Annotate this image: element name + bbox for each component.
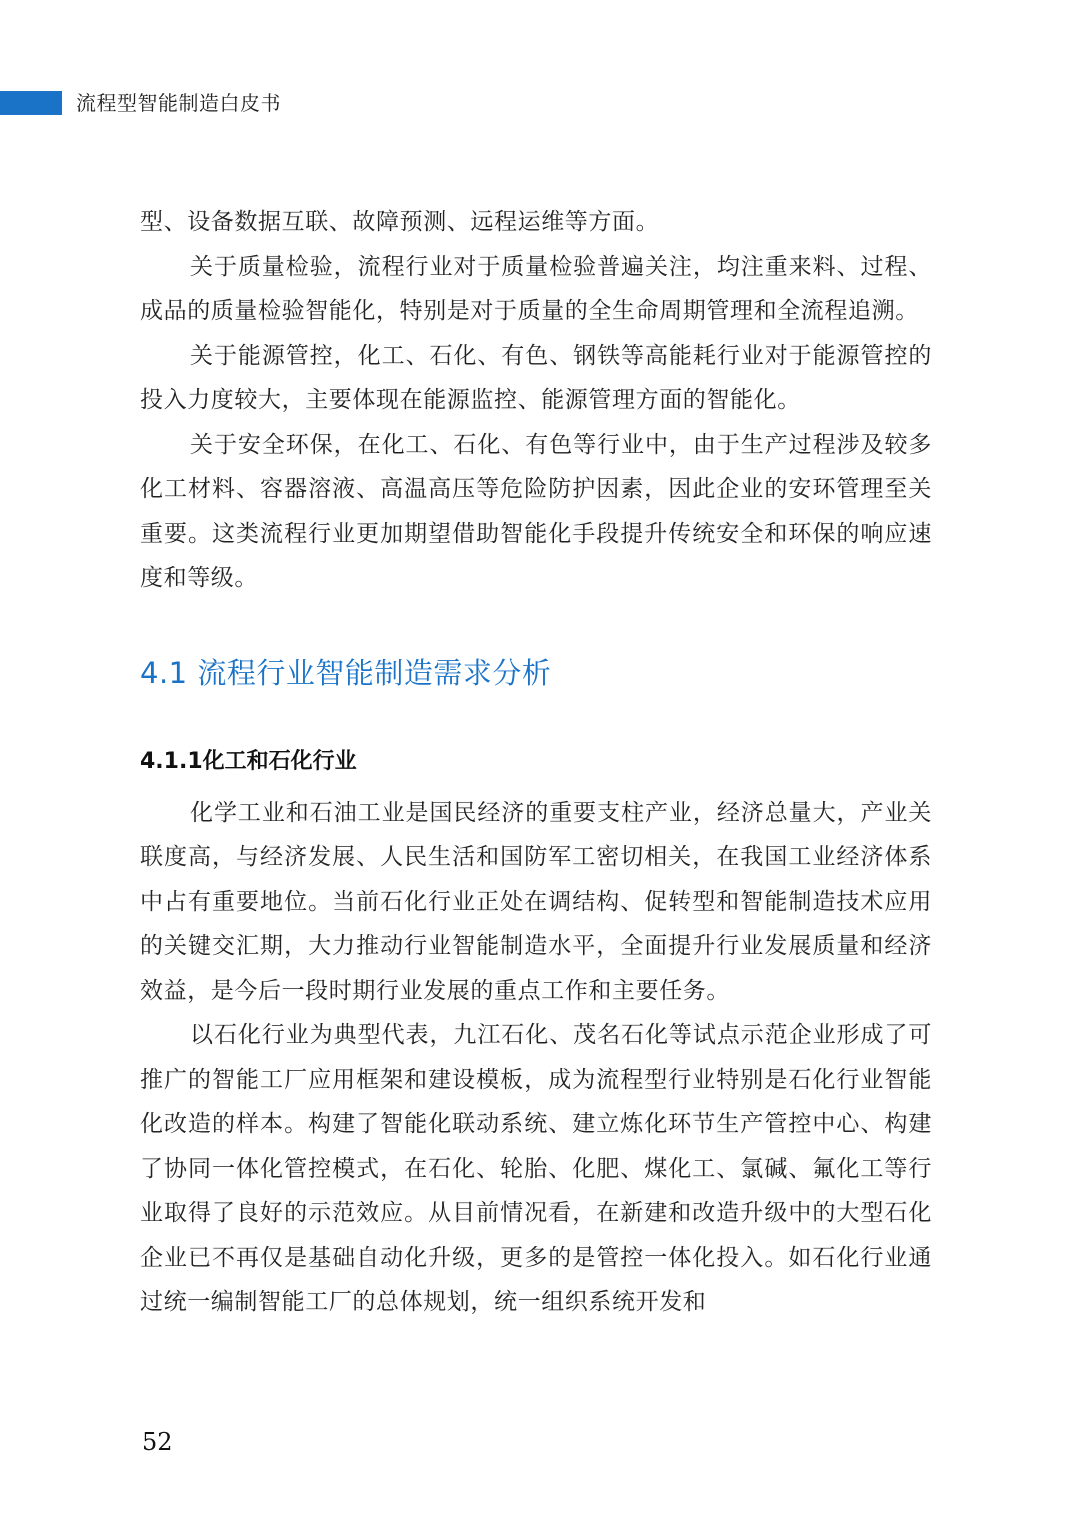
header-accent-bar [0,91,62,115]
page-content [140,200,932,1325]
paragraph-chemical-industry: 化学工业和石油工业是国民经济的重要支柱产业，经济总量大，产业关联度高，与经济发展、人民生活和国防军工密切相关，在我国工业经济体系中占有重要地位。当前石化行业正处在调结构、促转型和智能制造技术应用的关键交汇期，大力推动行业智能制造水平，全面提升行业发展质量和经济效益，是今后一段时期行业发展的重点工作和主要任务。 [140,799,932,1004]
running-header-title: 流程型智能制造白皮书 [76,91,281,115]
section-heading: 4.1 流程行业智能制造需求分析 [140,655,552,690]
paragraph-energy-management: 关于能源管控，化工、石化、有色、钢铁等高能耗行业对于能源管控的投入力度较大，主要体现在能源监控、能源管理方面的智能化。 [140,342,932,413]
paragraph-petrochemical-example: 以石化行业为典型代表，九江石化、茂名石化等试点示范企业形成了可推广的智能工厂应用框架和建设模板，成为流程型行业特别是石化行业智能化改造的样本。构建了智能化联动系统、建立炼化环节生产管控中心、构建了协同一体化管控模式，在石化、轮胎、化肥、煤化工、氯碱、氟化工等行业取得了良好的示范效应。从目前情况看，在新建和改造升级中的大型石化企业已不再仅是基础自动化升级，更多的是管控一体化投入。如石化行业通过统一编制智能工厂的总体规划，统一组织系统开发和 [140,1022,932,1315]
subsection-heading: 4.1.1化工和石化行业 [140,748,357,774]
page-number: 52 [142,1428,173,1456]
paragraph-continuation: 型、设备数据互联、故障预测、远程运维等方面。 [140,209,660,235]
paragraph-quality-inspection: 关于质量检验，流程行业对于质量检验普遍关注，均注重来料、过程、成品的质量检验智能化，特别是对于质量的全生命周期管理和全流程追溯。 [140,253,932,324]
paragraph-safety-environment: 关于安全环保，在化工、石化、有色等行业中，由于生产过程涉及较多化工材料、容器溶液、高温高压等危险防护因素，因此企业的安环管理至关重要。这类流程行业更加期望借助智能化手段提升传统安全和环保的响应速度和等级。 [140,431,932,591]
